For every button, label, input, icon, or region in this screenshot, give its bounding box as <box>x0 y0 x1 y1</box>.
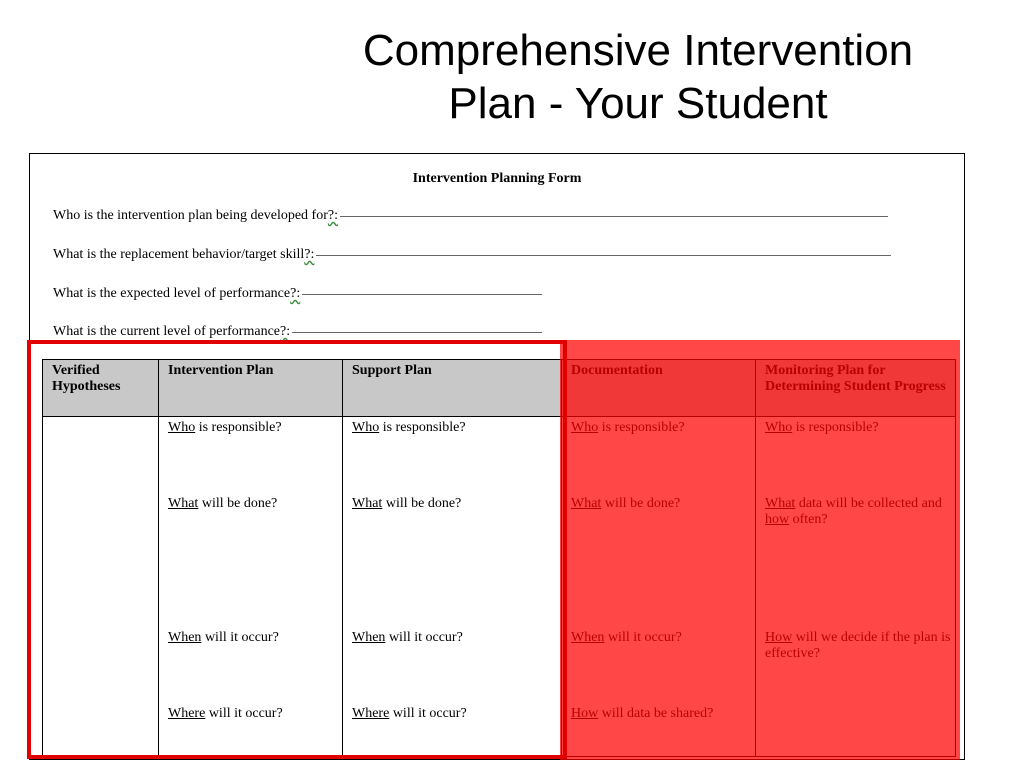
prompt-who: Who is responsible? <box>352 420 466 435</box>
form-title: Intervention Planning Form <box>412 171 582 186</box>
question-text: What is the current level of performance <box>53 324 281 339</box>
question-mark: ?: <box>327 208 338 223</box>
slide-title-line-2: Plan - Your Student <box>448 79 828 128</box>
answer-line <box>316 254 891 256</box>
prompt-when: When will it occur? <box>168 630 279 645</box>
header-intervention-plan: Intervention Plan <box>159 360 343 417</box>
prompt-where: Where will it occur? <box>168 706 283 721</box>
question-mark: ?: <box>280 324 291 339</box>
highlight-overlay <box>560 340 960 760</box>
answer-line <box>302 293 542 295</box>
answer-line <box>340 215 888 217</box>
question-mark: ?: <box>304 247 315 262</box>
question-current-level <box>53 324 542 340</box>
prompt-what: What will be done? <box>168 496 278 511</box>
prompt-when: When will it occur? <box>352 630 463 645</box>
header-support-plan: Support Plan <box>343 360 562 417</box>
answer-line <box>292 331 542 333</box>
prompt-where: Where will it occur? <box>352 706 467 721</box>
header-verified-hypotheses: Verified Hypotheses <box>43 360 159 417</box>
question-text: What is the replacement behavior/target skill <box>53 247 305 262</box>
prompt-what: What will be done? <box>352 496 462 511</box>
highlight-outline-box <box>27 340 567 759</box>
question-text: Who is the intervention plan being developed for <box>53 208 328 223</box>
question-who-for <box>53 208 888 224</box>
prompt-who: Who is responsible? <box>168 420 282 435</box>
slide-title <box>300 24 976 130</box>
question-replacement-behavior <box>53 247 891 263</box>
question-mark: ?: <box>290 286 301 301</box>
question-text: What is the expected level of performance <box>53 286 291 301</box>
slide-title-line-1: Comprehensive Intervention <box>362 26 914 75</box>
question-expected-level <box>53 286 542 302</box>
